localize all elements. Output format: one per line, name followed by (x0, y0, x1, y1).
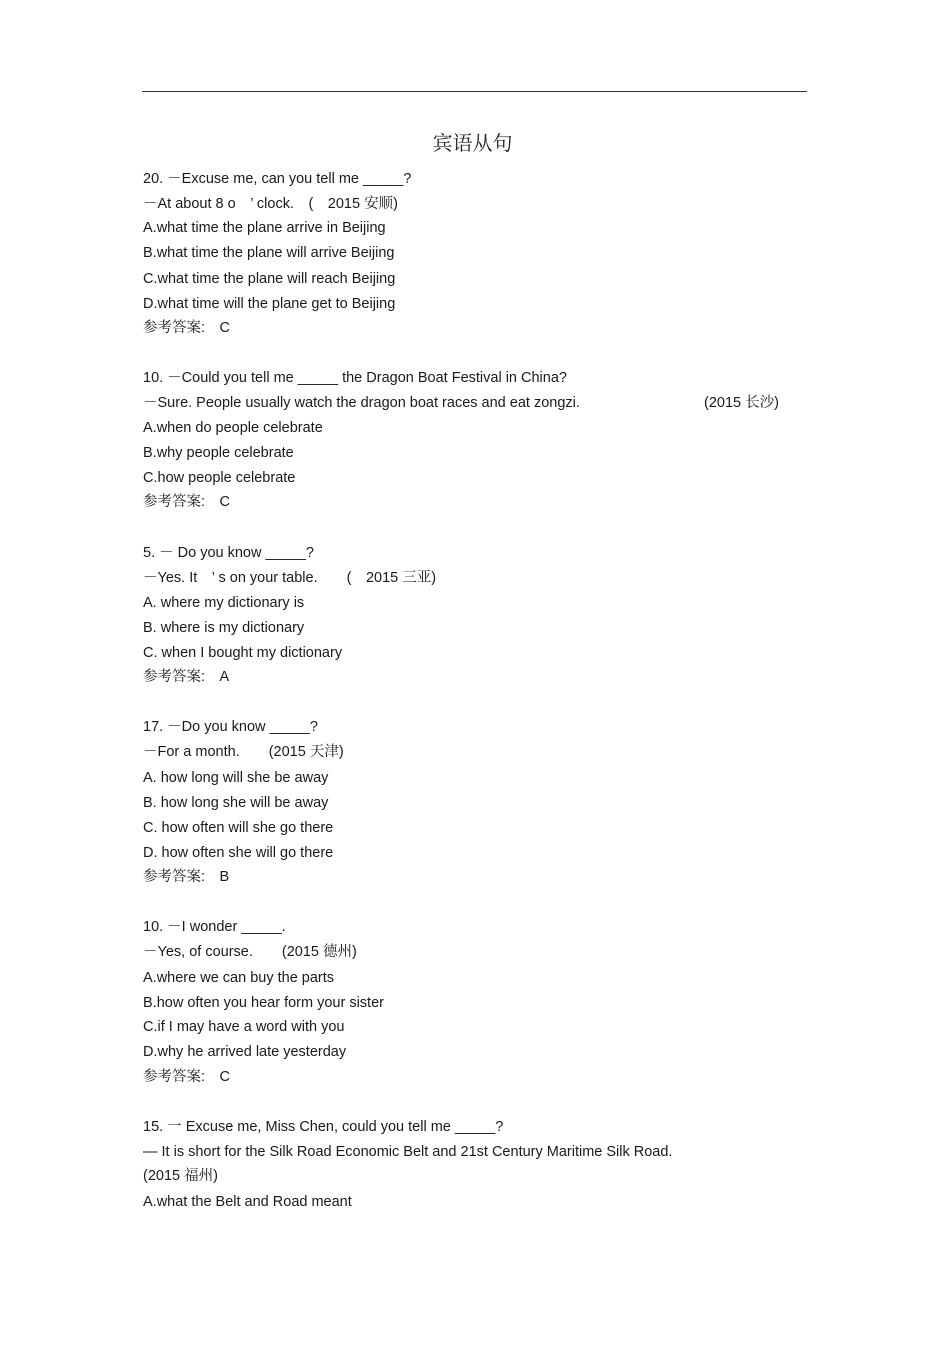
question-source: (2015 长沙) (704, 395, 779, 411)
question-stem: 10. －I wonder _____. (143, 919, 286, 935)
option-c: C. how often will she go there (143, 820, 334, 836)
question-stem: 5. － Do you know _____? (143, 545, 314, 561)
option-d: D.why he arrived late yesterday (143, 1044, 347, 1060)
option-a: A.when do people celebrate (143, 420, 323, 436)
question-reply: — It is short for the Silk Road Economic Belt and 21st Century Maritime Silk Road. (143, 1144, 673, 1160)
option-d: D. how often she will go there (143, 845, 334, 861)
option-a: A.what the Belt and Road meant (143, 1194, 352, 1210)
question-reply: －Yes, of course. (2015 德州) (143, 944, 357, 960)
question-stem: 17. －Do you know _____? (143, 719, 318, 735)
question-stem: 20. －Excuse me, can you tell me _____? (143, 171, 412, 187)
option-b: B. how long she will be away (143, 795, 329, 811)
question-reply: －Yes. It ’ s on your table. ( 2015 三亚) (143, 570, 437, 586)
option-c: C.if I may have a word with you (143, 1019, 345, 1035)
option-c: C.how people celebrate (143, 470, 296, 486)
option-b: B.what time the plane will arrive Beijing (143, 245, 395, 261)
option-b: B.why people celebrate (143, 445, 294, 461)
answer-key: 参考答案: A (143, 669, 230, 685)
option-d: D.what time will the plane get to Beijing (143, 296, 396, 312)
option-c: C. when I bought my dictionary (143, 645, 343, 661)
answer-key: 参考答案: C (143, 494, 230, 510)
question-reply: －At about 8 o ’ clock. ( 2015 安顺) (143, 196, 398, 212)
option-a: A. how long will she be away (143, 770, 329, 786)
answer-key: 参考答案: C (143, 1069, 230, 1085)
question-reply: －Sure. People usually watch the dragon boat races and eat zongzi. (143, 395, 580, 411)
answer-key: 参考答案: B (143, 869, 230, 885)
page-title: 宾语从句 (432, 131, 513, 155)
option-c: C.what time the plane will reach Beijing (143, 271, 396, 287)
question-source: (2015 福州) (143, 1168, 218, 1184)
header-rule (142, 91, 807, 92)
answer-key: 参考答案: C (143, 320, 230, 336)
question-stem: 10. －Could you tell me _____ the Dragon Boat Festival in China? (143, 370, 567, 386)
option-a: A.what time the plane arrive in Beijing (143, 220, 386, 236)
option-b: B. where is my dictionary (143, 620, 305, 636)
option-a: A.where we can buy the parts (143, 970, 335, 986)
question-reply: －For a month. (2015 天津) (143, 744, 344, 760)
option-b: B.how often you hear form your sister (143, 995, 384, 1011)
question-stem: 15. 一 Excuse me, Miss Chen, could you tell me _____? (143, 1119, 504, 1135)
option-a: A. where my dictionary is (143, 595, 305, 611)
